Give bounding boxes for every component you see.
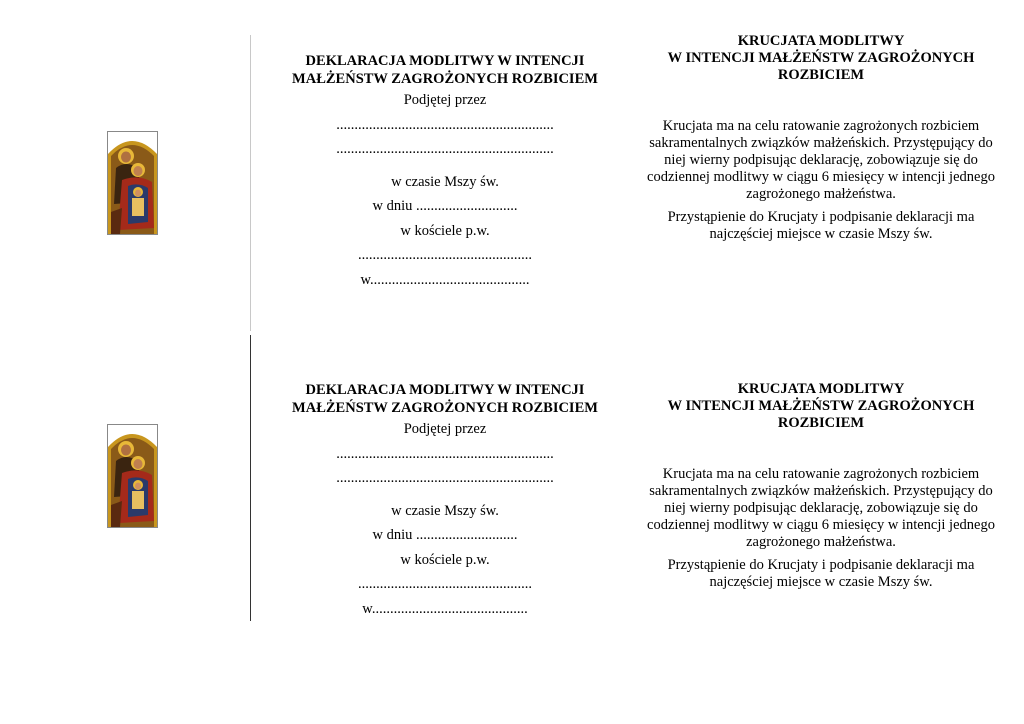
declaration-block — [280, 52, 610, 292]
holy-family-icon — [107, 131, 158, 235]
during-mass-label: w czasie Mszy św. — [391, 173, 499, 190]
crusade-title-line2: W INTENCJI MAŁŻEŃSTW ZAGROŻONYCH — [667, 50, 975, 66]
date-blank: w dniu ............................ — [372, 527, 518, 543]
name-blank-2: ............................................................ — [336, 141, 554, 157]
name-blank-2: ............................................................ — [336, 470, 554, 486]
declaration-title — [280, 381, 610, 417]
church-blank: ................................................ — [358, 247, 532, 263]
declaration-block — [280, 381, 610, 621]
place-blank: w............................................ — [360, 271, 530, 288]
undertaken-by-label: Podjętej przez — [403, 421, 487, 437]
date-blank: w dniu ............................ — [372, 198, 518, 214]
crusade-title — [640, 381, 1002, 432]
declaration-title-line1: DEKLARACJA MODLITWY W INTENCJI — [305, 53, 585, 69]
name-blank-1: ............................................................ — [336, 116, 554, 133]
place-blank: w........................................... — [362, 600, 528, 617]
declaration-title-line1: DEKLARACJA MODLITWY W INTENCJI — [305, 382, 585, 398]
declaration-title-line2: MAŁŻEŃSTW ZAGROŻONYCH ROZBICIEM — [292, 400, 598, 416]
crusade-title — [640, 33, 1002, 84]
crusade-paragraph-2: Przystąpienie do Krucjaty i podpisanie deklaracji ma najczęściej miejsce w czasie Mszy św. — [667, 557, 975, 590]
church-label: w kościele p.w. — [400, 222, 490, 239]
crusade-paragraph-1: Krucjata ma na celu ratowanie zagrożonych rozbiciem sakramentalnych związków małżeńskich. Przystępujący do niej wierny podpisując deklarację, zobowiązuje się do codziennej modlitwy w ciągu 6 miesięcy w intencji jednego zagrożonego małżeństwa. — [647, 466, 995, 550]
crusade-title-line3: ROZBICIEM — [777, 67, 865, 83]
crusade-block — [640, 381, 1002, 591]
crusade-title-line1: KRUCJATA MODLITWY — [737, 33, 905, 49]
card-top — [0, 0, 1024, 330]
church-label: w kościele p.w. — [400, 551, 490, 568]
crusade-paragraph-1: Krucjata ma na celu ratowanie zagrożonych rozbiciem sakramentalnych związków małżeńskich. Przystępujący do niej wierny podpisując deklarację, zobowiązuje się do codziennej modlitwy w ciągu 6 miesięcy w intencji jednego zagrożonego małżeństwa. — [647, 118, 995, 202]
crusade-title-line1: KRUCJATA MODLITWY — [737, 381, 905, 397]
church-blank: ................................................ — [358, 576, 532, 592]
undertaken-by-label: Podjętej przez — [403, 92, 487, 108]
declaration-title — [280, 52, 610, 88]
crusade-title-line2: W INTENCJI MAŁŻEŃSTW ZAGROŻONYCH — [667, 398, 975, 414]
crusade-title-line3: ROZBICIEM — [777, 415, 865, 431]
holy-family-icon — [107, 424, 158, 528]
during-mass-label: w czasie Mszy św. — [391, 502, 499, 519]
name-blank-1: ............................................................ — [336, 445, 554, 462]
declaration-title-line2: MAŁŻEŃSTW ZAGROŻONYCH ROZBICIEM — [292, 71, 598, 87]
crusade-paragraph-2: Przystąpienie do Krucjaty i podpisanie deklaracji ma najczęściej miejsce w czasie Mszy św. — [667, 209, 975, 242]
card-bottom — [0, 348, 1024, 678]
crusade-block — [640, 33, 1002, 243]
